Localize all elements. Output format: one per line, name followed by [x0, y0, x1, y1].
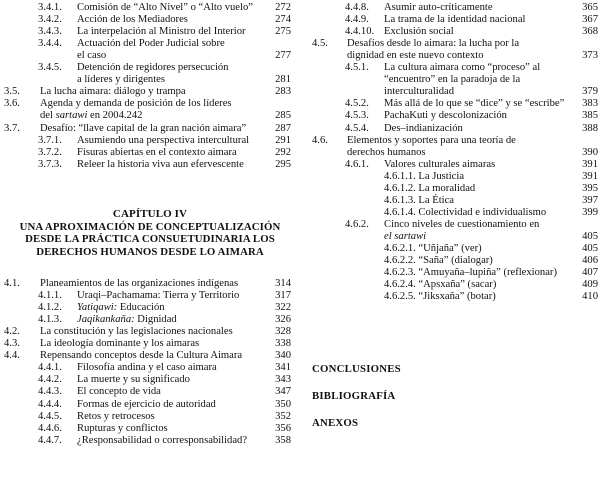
entry-number: 4.4.	[4, 350, 20, 362]
entry-number: 4.4.9.	[345, 14, 369, 26]
entry-title: Asumiendo una perspectiva intercultural	[77, 134, 250, 146]
entry-page-number: 368	[582, 26, 598, 38]
entry-title: Fisuras abiertas en el contexto aimara	[77, 146, 237, 158]
entry-number: 4.1.3.	[38, 314, 62, 326]
entry-page-number: 291	[275, 134, 291, 146]
entry-page-number: 405	[582, 230, 598, 242]
entry-title: Desafíos desde lo aimara: la lucha por la	[347, 38, 520, 50]
entry-title: 4.6.2.5. “Jiksxaña” (botar)	[384, 291, 496, 303]
entry-title: Asumir auto-críticamente	[384, 2, 493, 13]
entry-page-number: 283	[275, 86, 291, 98]
entry-title: Actuación del Poder Judicial sobre	[77, 38, 225, 50]
entry-title: 4.6.1.4. Colectividad e individualismo	[384, 206, 547, 218]
back-matter-heading: CONCLUSIONES	[312, 363, 401, 375]
entry-number: 3.7.1.	[38, 134, 62, 146]
entry-page-number: 379	[582, 86, 598, 98]
entry-title: Exclusión social	[384, 26, 454, 38]
entry-page-number: 391	[582, 158, 598, 170]
entry-page-number: 272	[275, 2, 291, 13]
entry-number: 4.3.	[4, 338, 20, 350]
chapter-title-line: DERECHOS HUMANOS DESDE LO AIMARA	[36, 245, 264, 258]
entry-page-number: 347	[275, 386, 291, 398]
entry-title	[77, 302, 165, 314]
entry-number: 4.4.4.	[38, 398, 62, 410]
entry-title: Desafío: “llave capital de la gran nación aimara”	[40, 122, 247, 134]
entry-page-number: 285	[275, 110, 291, 122]
entry-page-number: 358	[275, 434, 291, 446]
entry-title: La trama de la identidad nacional	[384, 14, 526, 26]
entry-number: 4.4.1.	[38, 362, 62, 374]
back-matter-heading: BIBLIOGRAFÍA	[312, 390, 396, 402]
entry-page-number: 274	[275, 14, 291, 26]
entry-title: Elementos y soportes para una teoría de	[347, 134, 516, 146]
entry-title: Valores culturales aimaras	[384, 158, 496, 170]
entry-title-part: del	[40, 110, 56, 122]
entry-page-number: 406	[582, 255, 598, 267]
entry-page-number: 350	[275, 398, 291, 410]
entry-title: Comisión de “Alto Nivel” o “Alto vuelo”	[77, 2, 253, 13]
entry-title: el caso	[77, 50, 107, 62]
entry-page-number: 281	[275, 74, 291, 86]
entry-title: 4.6.1.1. La Justicia	[384, 170, 465, 182]
entry-title: Acción de los Mediadores	[77, 14, 188, 26]
entry-title: Rupturas y conflictos	[77, 422, 168, 434]
entry-number: 4.4.5.	[38, 410, 62, 422]
entry-title: El concepto de vida	[77, 386, 161, 398]
entry-page-number: 407	[582, 267, 598, 279]
entry-number: 4.6.1.	[345, 158, 369, 170]
entry-title: 4.6.1.3. La Ética	[384, 194, 455, 206]
entry-number: 4.4.10.	[345, 26, 375, 38]
entry-page-number: 409	[582, 279, 598, 291]
entry-number: 3.4.1.	[38, 2, 62, 13]
entry-page-number: 275	[275, 26, 291, 38]
entry-title-italic: Yatiqawi:	[77, 302, 118, 314]
entry-title-italic: el sartawi	[384, 230, 427, 242]
entry-title: La ideología dominante y los aimaras	[40, 338, 200, 350]
entry-number: 3.4.5.	[38, 62, 62, 74]
entry-title: Cinco niveles de cuestionamiento en	[384, 218, 540, 230]
entry-number: 3.5.	[4, 86, 20, 98]
entry-page-number: 343	[275, 374, 291, 386]
entry-page-number: 295	[275, 158, 291, 170]
entry-number: 4.2.	[4, 326, 20, 338]
entry-number: 3.7.2.	[38, 146, 62, 158]
entry-page-number: 391	[582, 170, 598, 182]
entry-title: interculturalidad	[384, 86, 455, 98]
entry-page-number: 410	[582, 291, 598, 303]
entry-number: 4.5.1.	[345, 62, 369, 74]
entry-page-number: 405	[582, 243, 598, 254]
entry-page-number: 326	[275, 314, 291, 326]
entry-page-number: 383	[582, 98, 598, 110]
entry-page-number: 341	[275, 362, 291, 374]
entry-page-number: 385	[582, 110, 598, 122]
entry-number: 4.5.4.	[345, 122, 369, 134]
entry-number: 4.1.	[4, 278, 20, 289]
chapter-title-line: DESDE LA PRÁCTICA CONSUETUDINARIA LOS	[25, 233, 275, 246]
entry-title	[77, 314, 177, 326]
entry-page-number: 373	[582, 50, 598, 62]
entry-number: 4.4.2.	[38, 374, 62, 386]
entry-number: 3.4.3.	[38, 26, 62, 38]
entry-number: 4.1.1.	[38, 290, 62, 302]
entry-title: Uraqi–Pachamama: Tierra y Territorio	[77, 290, 240, 302]
back-matter-heading: ANEXOS	[312, 417, 359, 429]
entry-number: 4.4.7.	[38, 434, 62, 446]
entry-page-number: 322	[275, 302, 291, 314]
entry-number: 4.6.	[312, 134, 328, 146]
entry-title: Planeamientos de las organizaciones indígenas	[40, 278, 239, 289]
chapter-title-line: UNA APROXIMACIÓN DE CONCEPTUALIZACIÓN	[19, 221, 281, 233]
entry-title: Repensando conceptos desde la Cultura Aimara	[40, 350, 243, 362]
entry-page-number: 356	[275, 422, 291, 434]
entry-page-number: 352	[275, 410, 291, 422]
entry-page-number: 292	[275, 146, 291, 158]
entry-title	[40, 110, 142, 122]
entry-title: Agenda y demanda de posición de los líderes	[40, 98, 232, 110]
entry-page-number: 340	[275, 350, 291, 362]
entry-title: 4.6.2.1. “Uñjaña” (ver)	[384, 243, 482, 254]
entry-page-number: 367	[582, 14, 598, 26]
entry-title: Filosofía andina y el caso aimara	[77, 362, 217, 374]
entry-number: 3.6.	[4, 98, 20, 110]
entry-number: 3.4.4.	[38, 38, 62, 50]
entry-title: Releer la historia viva aun efervescente	[77, 158, 244, 170]
entry-title-part: Dignidad	[134, 314, 177, 326]
entry-page-number: 399	[582, 206, 598, 218]
entry-title: a líderes y dirigentes	[77, 74, 165, 86]
entry-title: 4.6.2.4. “Apsxaña” (sacar)	[384, 279, 497, 291]
entry-number: 3.7.	[4, 122, 20, 134]
entry-title: derechos humanos	[347, 146, 426, 158]
entry-title-italic: Jaqikankaña:	[77, 314, 135, 326]
entry-title: 4.6.1.2. La moralidad	[384, 182, 476, 194]
entry-number: 4.4.6.	[38, 422, 62, 434]
entry-number: 4.5.2.	[345, 98, 369, 110]
entry-page-number: 314	[275, 278, 291, 289]
entry-title: dignidad en este nuevo contexto	[347, 50, 484, 62]
entry-page-number: 388	[582, 122, 598, 134]
entry-title-italic: sartawi	[55, 110, 88, 122]
entry-number: 4.5.3.	[345, 110, 369, 122]
entry-title-part: Educación	[117, 302, 165, 314]
entry-title: La constitución y las legislaciones nacionales	[40, 326, 233, 338]
entry-title: PachaKuti y descolonización	[384, 110, 507, 122]
entry-title: 4.6.2.3. “Amuyaña–lupiña” (reflexionar)	[384, 267, 557, 279]
entry-page-number: 365	[582, 2, 598, 13]
entry-title: La lucha aimara: diálogo y trampa	[40, 86, 186, 98]
entry-page-number: 395	[582, 182, 598, 194]
entry-page-number: 397	[582, 194, 598, 206]
entry-page-number: 328	[275, 326, 291, 338]
entry-number: 4.6.2.	[345, 218, 369, 230]
entry-title: Detención de regidores persecución	[77, 62, 229, 74]
entry-title: Retos y retrocesos	[77, 410, 155, 422]
entry-title-part: en 2004.242	[87, 110, 143, 122]
entry-number: 4.4.3.	[38, 386, 62, 398]
entry-number: 3.4.2.	[38, 14, 62, 26]
entry-page-number: 317	[275, 290, 291, 302]
entry-page-number: 277	[275, 50, 291, 62]
entry-title: “encuentro” en la paradoja de la	[384, 74, 521, 86]
entry-page-number: 338	[275, 338, 291, 350]
entry-number: 3.7.3.	[38, 158, 62, 170]
chapter-label: CAPÍTULO IV	[112, 208, 188, 220]
entry-title	[384, 231, 426, 243]
entry-number: 4.4.8.	[345, 2, 369, 13]
entry-title: La cultura aimara como “proceso” al	[384, 62, 541, 74]
entry-title: ¿Responsabilidad o corresponsabilidad?	[77, 434, 248, 446]
entry-title: Des–indianización	[384, 122, 463, 134]
entry-number: 4.1.2.	[38, 302, 62, 314]
entry-number: 4.5.	[312, 38, 328, 50]
entry-title: 4.6.2.2. “Saña” (dialogar)	[384, 255, 493, 267]
entry-title: Formas de ejercicio de autoridad	[77, 398, 216, 410]
entry-title: Más allá de lo que se “dice” y se “escribe”	[384, 98, 565, 110]
entry-title: La interpelación al Ministro del Interior	[77, 26, 246, 38]
entry-title: La muerte y su significado	[77, 374, 190, 386]
entry-page-number: 287	[275, 122, 291, 134]
entry-page-number: 390	[582, 146, 598, 158]
